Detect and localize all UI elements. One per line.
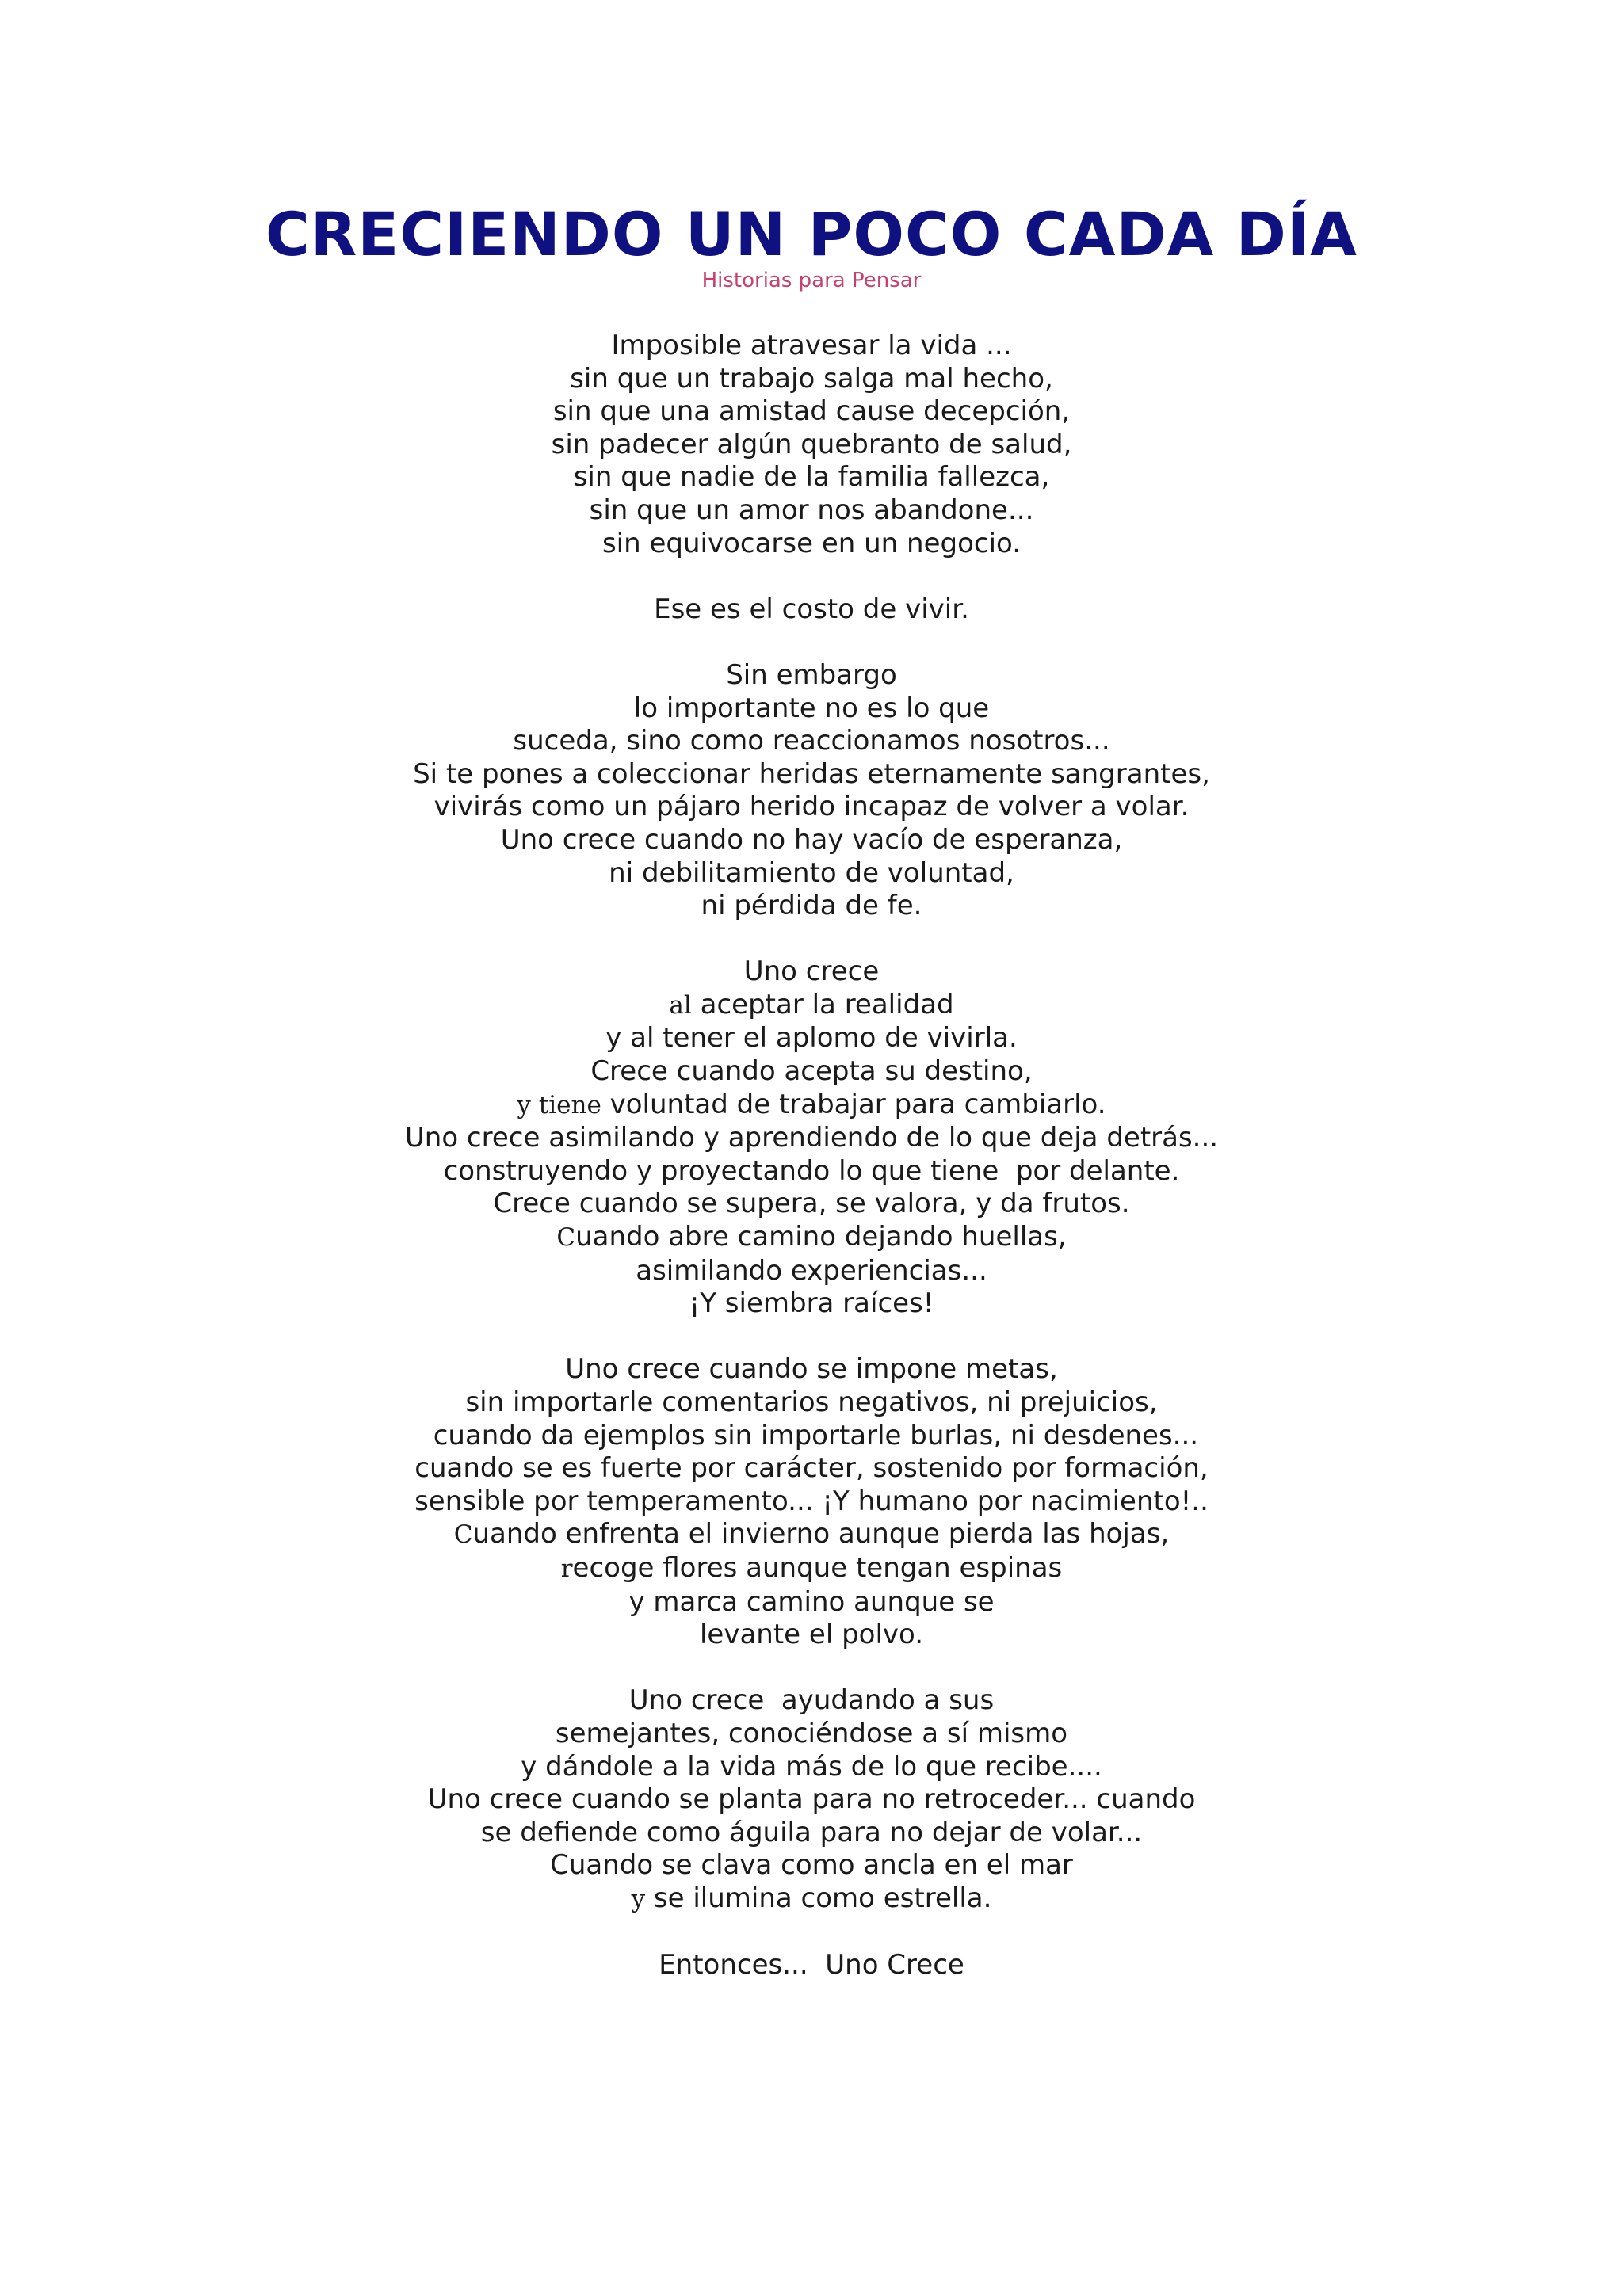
poem-line: y dándole a la vida más de lo que recibe....	[521, 1750, 1102, 1783]
poem-line	[0, 1089, 1623, 1123]
poem-line: sin equivocarse en un negocio.	[601, 527, 1022, 559]
poem-line: sin padecer algún quebranto de salud,	[551, 428, 1072, 460]
poem-line-serif-fragment: y	[631, 1884, 646, 1913]
poem-line: ni debilitamiento de voluntad,	[609, 856, 1014, 889]
poem-body	[0, 330, 1623, 2015]
poem-line-serif-fragment: y tiene	[517, 1090, 601, 1119]
poem-stanza	[0, 659, 1623, 923]
poem-line	[0, 1221, 1623, 1255]
poem-stanza	[0, 593, 1623, 627]
poem-line-serif-fragment: C	[556, 1223, 576, 1253]
poem-line: Si te pones a coleccionar heridas eternamente sangrantes,	[413, 757, 1210, 790]
poem-line: ¡Y siembra raíces!	[689, 1287, 934, 1320]
poem-line-fragment: voluntad de trabajar para cambiarlo.	[601, 1088, 1106, 1120]
poem-line: y al tener el aplomo de vivirla.	[605, 1022, 1018, 1055]
poem-line: Sin embargo	[726, 658, 897, 691]
poem-line: construyendo y proyectando lo que tiene por delante.	[443, 1154, 1180, 1187]
poem-line: se defiende como águila para no dejar de volar...	[480, 1816, 1143, 1848]
poem-line: Uno crece cuando se planta para no retroceder... cuando	[427, 1783, 1196, 1816]
poem-line: suceda, sino como reaccionamos nosotros...	[513, 725, 1110, 757]
poem-line-fragment: uando enfrenta el invierno aunque pierda las hojas,	[472, 1518, 1170, 1550]
page-title: CRECIENDO UN POCO CADA DÍA	[265, 199, 1358, 269]
poem-line: sin que una amistad cause decepción,	[552, 395, 1071, 428]
poem-line: Uno crece ayudando a sus	[628, 1684, 995, 1717]
poem-line-fragment: aceptar la realidad	[691, 988, 954, 1020]
poem-line: cuando se es fuerte por carácter, sostenido por formación,	[414, 1452, 1209, 1485]
poem-line: Cuando se clava como ancla en el mar	[550, 1849, 1073, 1882]
poem-line	[0, 1518, 1623, 1552]
poem-line: Uno crece cuando no hay vacío de esperanza,	[500, 823, 1123, 856]
poem-line: sin que un amor nos abandone...	[589, 494, 1034, 526]
poem-line	[0, 1882, 1623, 1917]
poem-line: y marca camino aunque se	[628, 1585, 995, 1618]
poem-line: Crece cuando se supera, se valora, y da frutos.	[493, 1188, 1130, 1220]
poem-line: Uno crece	[743, 955, 880, 988]
page-subtitle: Historias para Pensar	[701, 269, 922, 292]
poem-line	[0, 989, 1623, 1023]
poem-line: Uno crece asimilando y aprendiendo de lo que deja detrás...	[404, 1122, 1219, 1154]
poem-line-fragment: uando abre camino dejando huellas,	[575, 1221, 1067, 1253]
poem-stanza	[0, 1949, 1623, 1982]
poem-line-fragment: ecoge flores aunque tengan espinas	[572, 1551, 1063, 1584]
poem-line-serif-fragment: al	[669, 990, 692, 1020]
poem-line: semejantes, conociéndose a sí mismo	[555, 1717, 1068, 1749]
poem-line: ni pérdida de fe.	[701, 890, 922, 922]
poem-line: lo importante no es lo que	[633, 692, 990, 724]
poem-line: asimilando experiencias...	[636, 1254, 987, 1287]
poem-stanza	[0, 330, 1623, 560]
poem-line-serif-fragment: r	[560, 1554, 573, 1583]
poem-line-fragment: se ilumina como estrella.	[645, 1882, 992, 1914]
poem-line: levante el polvo.	[699, 1619, 924, 1651]
poem-stanza	[0, 1684, 1623, 1916]
poem-line	[0, 1552, 1623, 1586]
poem-line: Entonces... Uno Crece	[659, 1949, 964, 1981]
poem-line: sin que nadie de la familia fallezca,	[573, 461, 1050, 494]
poem-line: Crece cuando acepta su destino,	[590, 1055, 1033, 1088]
poem-line: cuando da ejemplos sin importarle burlas, ni desdenes...	[424, 1419, 1199, 1451]
poem-line: sin importarle comentarios negativos, ni prejuicios,	[465, 1386, 1158, 1418]
poem-stanza	[0, 1353, 1623, 1651]
poem-line: Imposible atravesar la vida ...	[611, 330, 1012, 361]
poem-line: sensible por temperamento... ¡Y humano por nacimiento!..	[414, 1485, 1209, 1517]
poem-line: sin que un trabajo salga mal hecho,	[570, 362, 1053, 395]
poem-line: Ese es el costo de vivir.	[654, 593, 969, 625]
poem-line: vivirás como un pájaro herido incapaz de volver a volar.	[433, 791, 1190, 823]
poem-line-serif-fragment: C	[453, 1520, 473, 1550]
poem-line: Uno crece cuando se impone metas,	[565, 1353, 1058, 1386]
poem-stanza	[0, 955, 1623, 1321]
